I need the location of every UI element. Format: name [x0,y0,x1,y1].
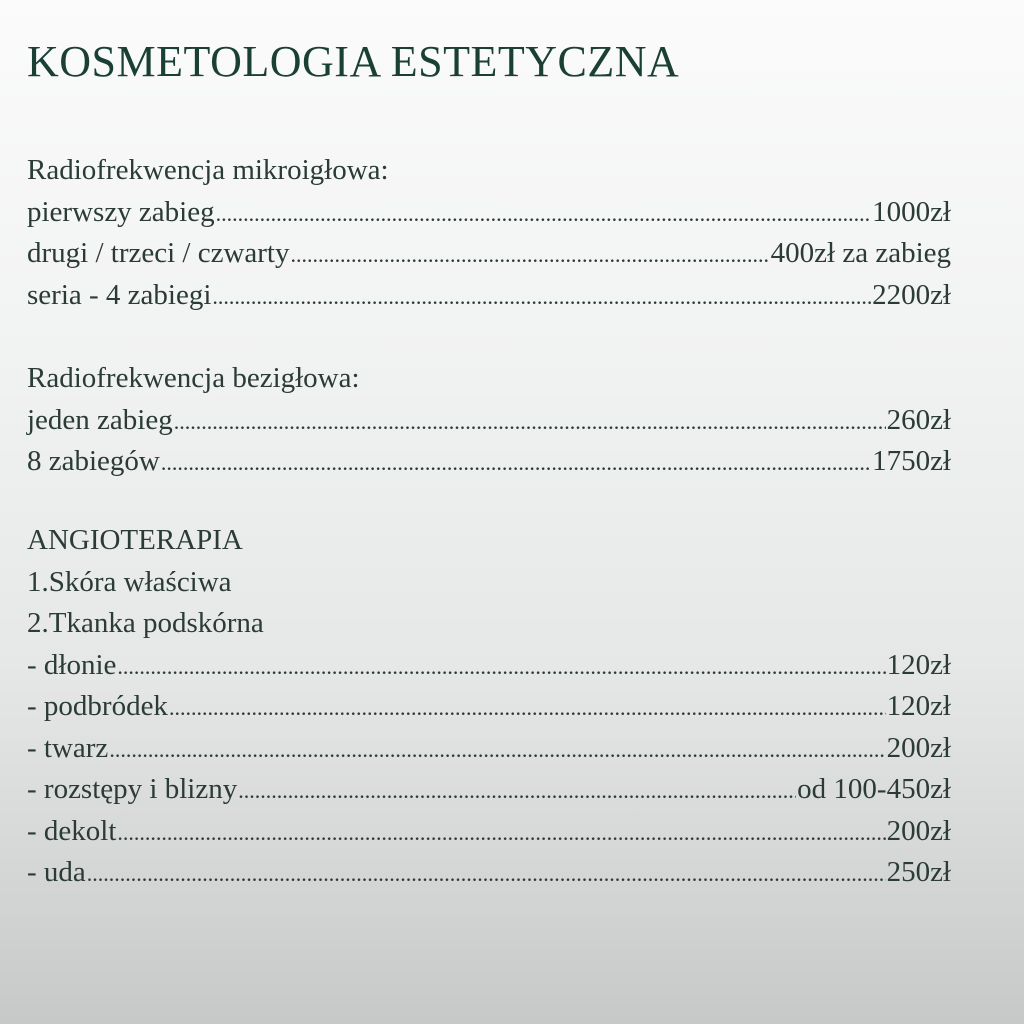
service-label: pierwszy zabieg [27,195,215,228]
service-price: od 100-450zł [797,773,951,805]
price-row [27,441,951,483]
service-price: 260zł [886,403,951,436]
section-heading: ANGIOTERAPIA [27,524,243,556]
section-note: 2.Tkanka podskórna [27,607,264,639]
service-label: drugi / trzeci / czwarty [27,237,290,269]
service-label: - twarz [27,731,109,764]
price-row [27,645,951,687]
service-label: - podbródek [27,690,168,722]
price-row [27,686,951,728]
price-row [27,275,951,317]
service-price: 120zł [886,690,951,722]
leader-dots [87,853,886,895]
service-price: 120zł [886,648,951,681]
leader-dots [238,770,796,812]
price-row [27,233,951,275]
leader-dots [169,687,886,729]
section-note: 1.Skóra właściwa [27,565,232,598]
price-row [27,769,951,811]
page-title: KOSMETOLOGIA ESTETYCZNA [27,37,680,86]
price-row [27,811,951,853]
price-row [27,728,951,770]
service-price: 2200zł [872,278,951,311]
service-price: 200zł [886,814,951,847]
section-radiofrekwencja-mikroiglowa [27,150,951,316]
price-row [27,852,951,894]
service-price: 400zł za zabieg [770,237,951,269]
price-row [27,400,951,442]
service-price: 1000zł [872,195,951,228]
section-heading: Radiofrekwencja mikroigłowa: [27,154,389,186]
leader-dots [117,646,885,688]
section-heading: Radiofrekwencja bezigłowa: [27,362,360,394]
service-price: 1750zł [872,445,951,477]
leader-dots [212,276,871,318]
service-price: 200zł [886,731,951,764]
section-angioterapia [27,520,951,894]
leader-dots [161,442,871,484]
leader-dots [174,401,886,443]
service-label: 8 zabiegów [27,445,160,477]
section-radiofrekwencja-beziglowa [27,358,951,483]
service-label: - dłonie [27,648,117,681]
service-label: seria - 4 zabiegi [27,278,212,311]
service-label: - uda [27,856,86,888]
service-label: jeden zabieg [27,403,173,436]
leader-dots [117,812,885,854]
leader-dots [109,729,885,771]
price-row [27,192,951,234]
leader-dots [291,234,770,276]
leader-dots [216,193,871,235]
service-price: 250zł [886,856,951,888]
service-label: - dekolt [27,814,117,847]
service-label: - rozstępy i blizny [27,773,238,805]
